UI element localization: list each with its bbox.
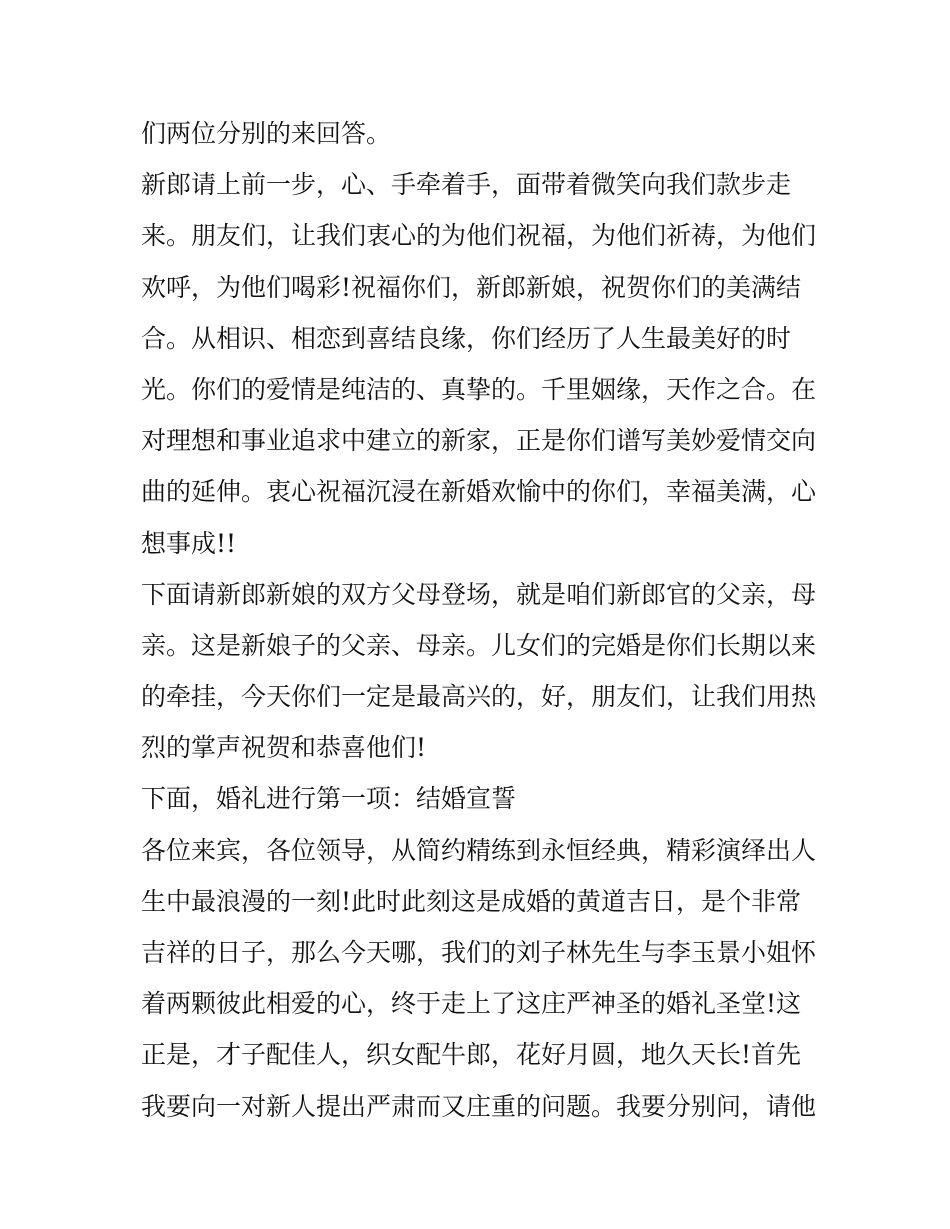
text-line: 生中最浪漫的一刻!此时此刻这是成婚的黄道吉日，是个非常 [141, 886, 802, 916]
text-line: 对理想和事业追求中建立的新家，正是你们谱写美妙爱情交向 [141, 426, 817, 456]
text-line: 来。朋友们，让我们衷心的为他们祝福，为他们祈祷，为他们 [141, 221, 817, 251]
text-line: 们两位分别的来回答。 [141, 119, 392, 148]
text-line: 下面，婚礼进行第一项：结婚宣誓 [141, 784, 517, 814]
body-text [141, 108, 821, 1132]
text-line: 光。你们的爱情是纯洁的、真挚的。千里姻缘，天作之合。在 [141, 374, 817, 404]
text-line: 的牵挂，今天你们一定是最高兴的，好，朋友们，让我们用热 [141, 682, 817, 712]
text-line: 下面请新郎新娘的双方父母登场，就是咱们新郎官的父亲，母 [141, 579, 817, 609]
text-line: 亲。这是新娘子的父亲、母亲。儿女们的完婚是你们长期以来 [141, 630, 817, 660]
text-line: 我要向一对新人提出严肃而又庄重的问题。我要分别问，请他 [141, 1091, 817, 1121]
text-line: 各位来宾，各位领导，从简约精练到永恒经典，精彩演绎出人 [141, 835, 817, 865]
text-line: 曲的延伸。衷心祝福沉浸在新婚欢愉中的你们，幸福美满，心 [141, 477, 817, 507]
text-line: 正是，才子配佳人，织女配牛郎，花好月圆，地久天长!首先 [141, 1040, 802, 1070]
text-line: 烈的掌声祝贺和恭喜他们! [141, 733, 427, 763]
text-line: 合。从相识、相恋到喜结良缘，你们经历了人生最美好的时 [141, 323, 792, 353]
text-line: 想事成!! [141, 528, 237, 558]
text-line: 欢呼，为他们喝彩!祝福你们，新郎新娘，祝贺你们的美满结 [141, 272, 802, 302]
text-line: 着两颗彼此相爱的心，终于走上了这庄严神圣的婚礼圣堂!这 [141, 989, 802, 1019]
text-line: 新郎请上前一步，心、手牵着手，面带着微笑向我们款步走 [141, 170, 792, 200]
text-line: 吉祥的日子，那么今天哪，我们的刘子林先生与李玉景小姐怀 [141, 938, 817, 967]
